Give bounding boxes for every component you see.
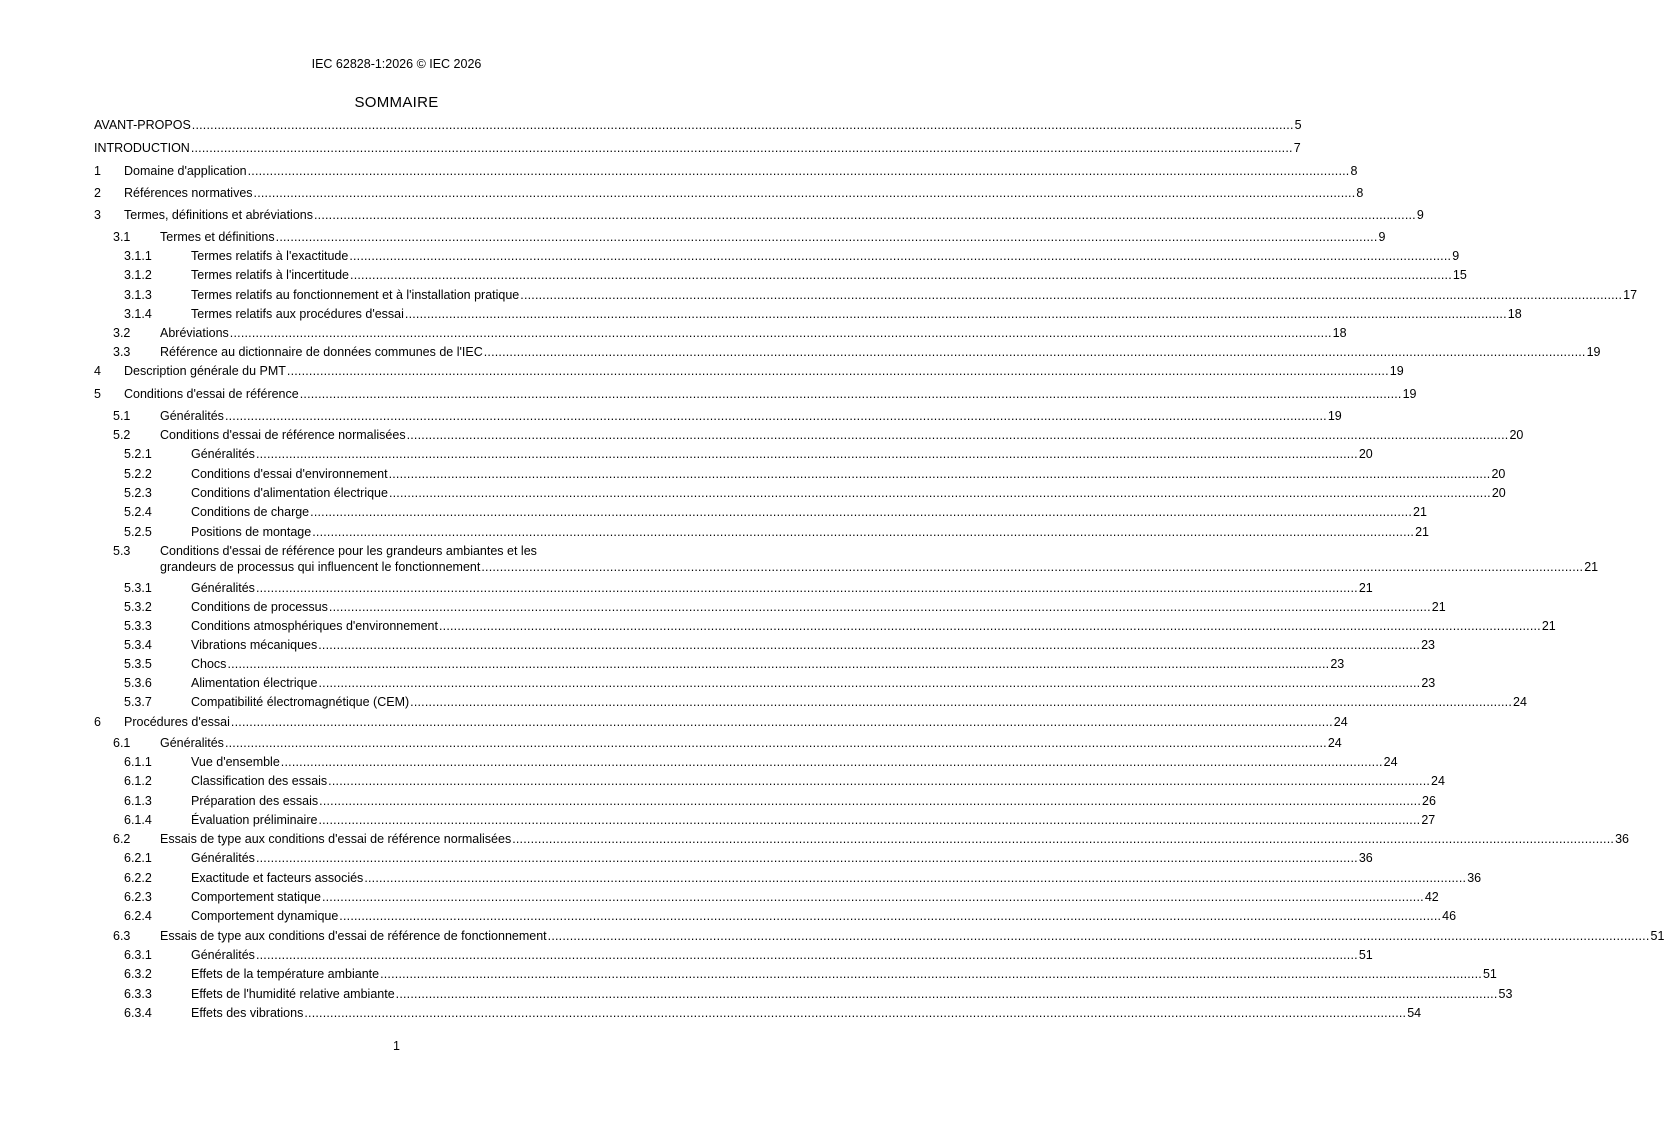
toc-entry[interactable] [94,850,1373,866]
toc-entry-number: 5.3.4 [124,638,152,652]
toc-entry-number: 3 [94,208,101,222]
toc-entry-title: Conditions d'essai de référence [124,387,299,401]
toc-entry-number: 3.2 [113,326,131,340]
toc-entry[interactable] [94,831,1629,847]
toc-entry-title: Termes relatifs aux procédures d'essai [191,307,404,321]
toc-entry-page: 19 [1327,409,1342,423]
toc-entry-number: 6.1.1 [124,755,152,769]
toc-entry-number: 3.1.1 [124,249,152,263]
toc-entry-title: Conditions de charge [191,505,310,519]
toc-entry-page: 42 [1424,890,1439,904]
toc-entry[interactable] [94,504,1427,520]
toc-entry-page: 9 [1378,230,1386,244]
dot-leader: ............................................................................................................................................................................................................................................................................................................ [190,141,1293,155]
toc-entry-title: Compatibilité électromagnétique (CEM) [191,695,410,709]
toc-entry[interactable] [94,363,1404,379]
toc-entry-title: Procédures d'essai [124,715,230,729]
toc-entry[interactable] [94,618,1556,634]
toc-entry-number: 5.2.2 [124,467,152,481]
toc-entry[interactable] [94,986,1513,1002]
dot-leader: ............................................................................................................................................................................................................................................................................................................ [520,288,1623,302]
toc-entry-page: 24 [1431,774,1445,788]
toc-entry-page: 15 [1452,268,1467,282]
toc-entry-title: Exactitude et facteurs associés [191,871,364,885]
dot-leader: ............................................................................................................................................................................................................................................................................................................ [224,736,1327,750]
toc-entry-number: 4 [94,364,101,378]
toc-entry[interactable] [94,908,1457,924]
toc-entry-title: Généralités [191,948,255,962]
toc-entry-number: 5.2 [113,428,131,442]
dot-leader: ............................................................................................................................................................................................................................................................................................................ [406,428,1509,442]
toc-entry-page: 51 [1650,929,1664,943]
toc-entry[interactable] [94,408,1342,424]
toc-entry-title: Effets des vibrations [191,1006,304,1020]
toc-entry[interactable] [94,675,1436,691]
toc-entry[interactable] [94,870,1482,886]
toc-entry-number: 6.3.3 [124,987,152,1001]
toc-entry-page: 5 [1294,118,1302,132]
document-header: IEC 62828-1:2026 © IEC 2026 [311,57,482,71]
dot-leader: ............................................................................................................................................................................................................................................................................................................ [380,967,1482,981]
dot-leader: ............................................................................................................................................................................................................................................................................................................ [229,326,1332,340]
toc-entry[interactable] [94,889,1439,905]
toc-entry[interactable] [94,267,1467,283]
toc-entry-title: Abréviations [160,326,229,340]
dot-leader: ............................................................................................................................................................................................................................................................................................................ [319,794,1422,808]
toc-entry[interactable] [94,485,1506,501]
dot-leader: ............................................................................................................................................................................................................................................................................................................ [364,871,1467,885]
toc-entry-title: Conditions atmosphériques d'environnement [191,619,438,633]
toc-entry[interactable] [94,325,1347,341]
toc-entry-title: Conditions de processus [191,600,328,614]
toc-entry-page: 19 [1586,345,1601,359]
toc-entry[interactable] [94,656,1345,672]
toc-entry-number: 6.2.1 [124,851,152,865]
toc-entry[interactable] [94,306,1522,322]
toc-entry[interactable] [94,185,1364,201]
toc-entry-number: 6.3.1 [124,948,152,962]
dot-leader: ............................................................................................................................................................................................................................................................................................................ [299,387,1402,401]
toc-entry-page: 8 [1350,164,1358,178]
toc-entry[interactable] [94,793,1436,809]
toc-entry-page: 8 [1356,186,1364,200]
dot-leader: ............................................................................................................................................................................................................................................................................................................ [191,118,1294,132]
toc-entry[interactable] [94,947,1373,963]
toc-entry-title: Description générale du PMT [124,364,286,378]
toc-entry-title: Préparation des essais [191,794,319,808]
toc-entry-number: 5.3.5 [124,657,152,671]
toc-entry-title: Essais de type aux conditions d'essai de référence normalisées [160,832,512,846]
dot-leader: ............................................................................................................................................................................................................................................................................................................ [339,909,1442,923]
toc-title: SOMMAIRE [354,94,439,111]
dot-leader: ............................................................................................................................................................................................................................................................................................................ [313,208,1416,222]
toc-entry-title: Chocs [191,657,227,671]
toc-entry-title: Vue d'ensemble [191,755,280,769]
toc-entry[interactable] [94,694,1527,710]
toc-entry-page: 9 [1452,249,1460,263]
toc-entry-number: 6.2 [113,832,131,846]
toc-entry-page: 51 [1358,948,1373,962]
toc-entry-page: 21 [1415,525,1429,539]
toc-entry[interactable] [94,928,1664,944]
toc-entry[interactable] [94,599,1446,615]
toc-entry[interactable] [94,229,1386,245]
toc-entry-title: Conditions d'alimentation électrique [191,486,388,500]
toc-entry-title: Généralités [160,736,224,750]
toc-entry-number: 2 [94,186,101,200]
toc-entry-number: 6.1.3 [124,794,152,808]
toc-entry-page: 21 [1413,505,1427,519]
toc-entry-title: Référence au dictionnaire de données communes de l'IEC [160,345,483,359]
dot-leader: ............................................................................................................................................................................................................................................................................................................ [318,676,1421,690]
toc-entry-number: 6.1.4 [124,813,152,827]
toc-entry-number: 5.3.6 [124,676,152,690]
dot-leader: ............................................................................................................................................................................................................................................................................................................ [304,1006,1407,1020]
toc-entry-number: 5.3.2 [124,600,152,614]
toc-entry-page: 24 [1333,715,1348,729]
dot-leader: ............................................................................................................................................................................................................................................................................................................ [286,364,1389,378]
page-number: 1 [393,1039,400,1053]
toc-entry-page: 23 [1421,638,1436,652]
toc-entry-title: Vibrations mécaniques [191,638,318,652]
toc-entry[interactable] [94,163,1358,179]
toc-entry[interactable] [94,966,1497,982]
toc-entry-number: 3.3 [113,345,131,359]
dot-leader: ............................................................................................................................................................................................................................................................................................................ [312,525,1415,539]
toc-entry-number: 6.3 [113,929,131,943]
toc-entry[interactable] [94,1005,1422,1021]
toc-entry-title: Évaluation préliminaire [191,813,318,827]
toc-entry[interactable] [94,735,1342,751]
dot-leader: ............................................................................................................................................................................................................................................................................................................ [247,164,1350,178]
dot-leader: ............................................................................................................................................................................................................................................................................................................ [275,230,1378,244]
toc-entry-page: 18 [1507,307,1522,321]
toc-entry-page: 23 [1421,676,1436,690]
toc-entry[interactable] [94,812,1436,828]
toc-entry-page: 36 [1467,871,1482,885]
dot-leader: ............................................................................................................................................................................................................................................................................................................ [280,755,1383,769]
toc-entry-title: Termes et définitions [160,230,275,244]
toc-entry[interactable] [94,427,1524,443]
toc-entry-title: Références normatives [124,186,253,200]
toc-entry-number: 6 [94,715,101,729]
toc-entry-title: AVANT-PROPOS [94,118,191,132]
toc-entry[interactable] [94,207,1424,223]
toc-entry-title: Conditions d'essai d'environnement [191,467,388,481]
toc-entry-number: 5.2.5 [124,525,152,539]
toc-entry-page: 27 [1421,813,1436,827]
dot-leader: ............................................................................................................................................................................................................................................................................................................ [255,581,1358,595]
toc-entry-page: 23 [1330,657,1345,671]
toc-entry[interactable] [94,466,1506,482]
toc-entry-page: 36 [1358,851,1373,865]
dot-leader: ............................................................................................................................................................................................................................................................................................................ [318,813,1421,827]
dot-leader: ............................................................................................................................................................................................................................................................................................................ [255,447,1358,461]
toc-entry-number: 3.1.2 [124,268,152,282]
toc-entry-number: 3.1 [113,230,131,244]
dot-leader: ............................................................................................................................................................................................................................................................................................................ [328,600,1431,614]
dot-leader: ............................................................................................................................................................................................................................................................................................................ [404,307,1507,321]
toc-entry-title: Alimentation électrique [191,676,318,690]
toc-entry[interactable] [94,754,1398,770]
toc-entry-number: 6.2.2 [124,871,152,885]
toc-entry-title: Termes relatifs au fonctionnement et à l'installation pratique [191,288,520,302]
dot-leader: ............................................................................................................................................................................................................................................................................................................ [255,948,1358,962]
dot-leader: ............................................................................................................................................................................................................................................................................................................ [310,505,1413,519]
toc-entry[interactable] [94,773,1445,789]
toc-entry-number: 6.2.3 [124,890,152,904]
toc-entry-page: 17 [1623,288,1638,302]
dot-leader: ............................................................................................................................................................................................................................................................................................................ [328,774,1431,788]
toc-entry-page: 20 [1358,447,1373,461]
toc-entry[interactable] [94,543,1599,574]
toc-entry-page: 36 [1615,832,1629,846]
toc-entry-page: 18 [1332,326,1347,340]
toc-entry[interactable] [94,344,1601,360]
toc-entry-title: Généralités [191,581,255,595]
toc-entry-number: 5.1 [113,409,131,423]
dot-leader: ............................................................................................................................................................................................................................................................................................................ [438,619,1541,633]
dot-leader: ............................................................................................................................................................................................................................................................................................................ [224,409,1327,423]
toc-entry-page: 24 [1513,695,1527,709]
toc-entry-title: Conditions d'essai de référence normalisées [160,428,406,442]
toc-entry-title: Essais de type aux conditions d'essai de référence de fonctionnement [160,929,547,943]
toc-entry-page: 21 [1584,560,1599,574]
dot-leader: ............................................................................................................................................................................................................................................................................................................ [547,929,1650,943]
toc-entry-page: 53 [1498,987,1513,1001]
toc-entry-number: 5.3.3 [124,619,152,633]
toc-entry-page: 54 [1407,1006,1422,1020]
toc-entry-number: 5.3.7 [124,695,152,709]
toc-entry-title: Généralités [191,447,255,461]
toc-entry-title: Termes relatifs à l'incertitude [191,268,350,282]
toc-entry-title: INTRODUCTION [94,141,190,155]
dot-leader: ............................................................................................................................................................................................................................................................................................................ [410,695,1513,709]
toc-entry-title: Classification des essais [191,774,328,788]
toc-entry-title: grandeurs de processus qui influencent le fonctionnement [160,560,481,574]
toc-entry-page: 20 [1491,486,1506,500]
dot-leader: ............................................................................................................................................................................................................................................................................................................ [512,832,1615,846]
toc-entry-page: 21 [1358,581,1373,595]
dot-leader: ............................................................................................................................................................................................................................................................................................................ [227,657,1330,671]
toc-entry-number: 6.1 [113,736,131,750]
toc-entry-number: 3.1.3 [124,288,152,302]
toc-entry-page: 46 [1442,909,1457,923]
toc-entry-number: 5 [94,387,101,401]
dot-leader: ............................................................................................................................................................................................................................................................................................................ [230,715,1333,729]
toc-entry-page: 24 [1383,755,1398,769]
toc-entry-page: 26 [1422,794,1436,808]
toc-entry-number: 5.2.4 [124,505,152,519]
toc-entry-number: 1 [94,164,101,178]
toc-entry-title: Généralités [191,851,255,865]
toc-entry-title: Positions de montage [191,525,312,539]
toc-entry-page: 19 [1402,387,1417,401]
toc-entry-page: 51 [1482,967,1497,981]
dot-leader: ............................................................................................................................................................................................................................................................................................................ [388,486,1491,500]
dot-leader: ............................................................................................................................................................................................................................................................................................................ [321,890,1424,904]
toc-entry-number: 5.3.1 [124,581,152,595]
toc-entry-page: 20 [1509,428,1524,442]
toc-entry-title: Termes relatifs à l'exactitude [191,249,349,263]
toc-entry-page: 9 [1416,208,1424,222]
dot-leader: ............................................................................................................................................................................................................................................................................................................ [349,249,1452,263]
toc-entry[interactable] [94,140,1301,156]
dot-leader: ............................................................................................................................................................................................................................................................................................................ [350,268,1452,282]
toc-entry-title: Effets de l'humidité relative ambiante [191,987,395,1001]
toc-entry[interactable] [94,386,1417,402]
toc-entry-number: 6.2.4 [124,909,152,923]
toc-entry-number: 6.3.2 [124,967,152,981]
dot-leader: ............................................................................................................................................................................................................................................................................................................ [253,186,1356,200]
toc-entry[interactable] [94,446,1373,462]
dot-leader: ............................................................................................................................................................................................................................................................................................................ [255,851,1358,865]
dot-leader: ............................................................................................................................................................................................................................................................................................................ [481,560,1584,574]
toc-entry-title: Généralités [160,409,224,423]
dot-leader: ............................................................................................................................................................................................................................................................................................................ [318,638,1421,652]
toc-entry[interactable] [94,580,1373,596]
toc-entry-page: 21 [1431,600,1446,614]
toc-entry[interactable] [94,117,1302,133]
toc-entry-title: Conditions d'essai de référence pour les grandeurs ambiantes et les [160,544,537,558]
toc-entry-page: 21 [1541,619,1556,633]
toc-entry-page: 19 [1389,364,1404,378]
toc-entry-title: Effets de la température ambiante [191,967,380,981]
toc-entry-title: Termes, définitions et abréviations [124,208,313,222]
toc-entry-title: Domaine d'application [124,164,247,178]
dot-leader: ............................................................................................................................................................................................................................................................................................................ [388,467,1491,481]
toc-entry[interactable] [94,287,1638,303]
toc-entry-page: 20 [1491,467,1506,481]
toc-entry-page: 7 [1293,141,1301,155]
toc-entry[interactable] [94,524,1429,540]
toc-entry[interactable] [94,248,1460,264]
toc-entry-number: 5.2.3 [124,486,152,500]
toc-entry-page: 24 [1327,736,1342,750]
toc-entry-number: 3.1.4 [124,307,152,321]
toc-entry-number: 5.3 [113,544,131,558]
toc-entry-title: Comportement dynamique [191,909,339,923]
toc-entry-number: 6.3.4 [124,1006,152,1020]
dot-leader: ............................................................................................................................................................................................................................................................................................................ [483,345,1586,359]
toc-entry[interactable] [94,637,1436,653]
toc-entry-number: 5.2.1 [124,447,152,461]
toc-entry-number: 6.1.2 [124,774,152,788]
toc-entry[interactable] [94,714,1348,730]
dot-leader: ............................................................................................................................................................................................................................................................................................................ [395,987,1498,1001]
toc-entry-title: Comportement statique [191,890,321,904]
